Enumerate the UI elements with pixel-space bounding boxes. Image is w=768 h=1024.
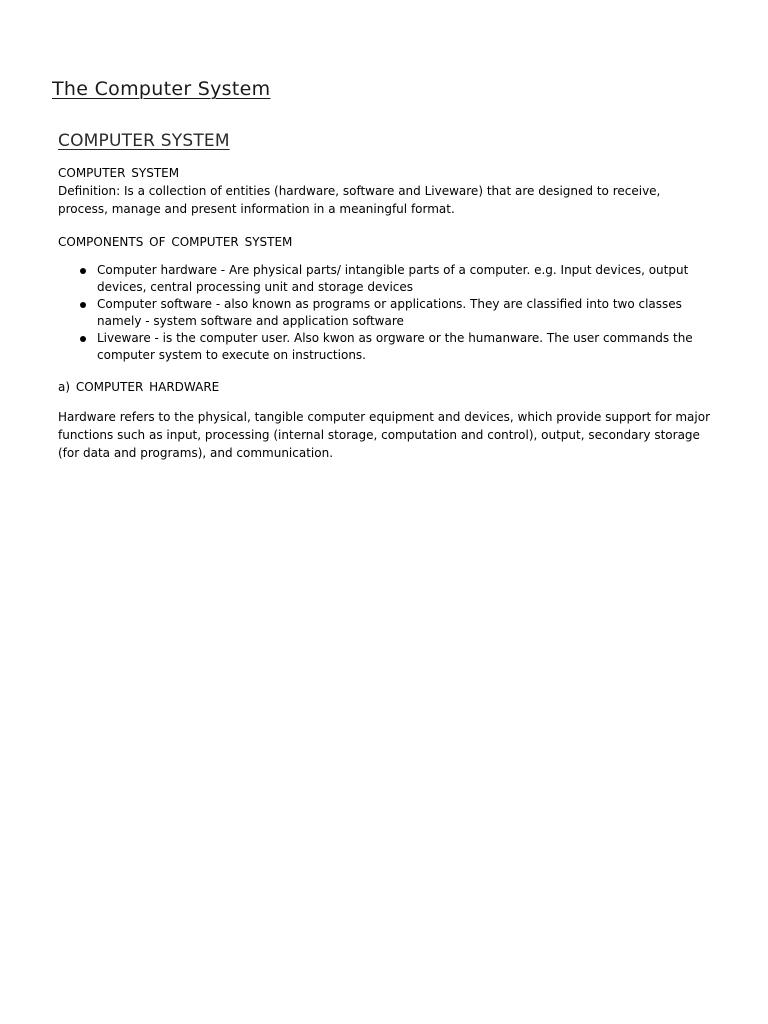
list-item [58,262,718,296]
bullet-icon [80,268,86,274]
hardware-paragraph-block [58,408,718,462]
document-title: The Computer System [52,78,271,100]
components-list [58,262,718,364]
section-heading: COMPUTER SYSTEM [58,131,230,151]
hardware-heading: a) COMPUTER HARDWARE [58,380,220,394]
components-heading: COMPONENTS OF COMPUTER SYSTEM [58,235,293,249]
bullet-icon [80,302,86,308]
list-item-text: Computer hardware - Are physical parts/ intangible parts of a computer. e.g. Input devices, output devices, central processing unit and storage devices [97,263,689,294]
definition-line-2: process, manage and present information in a meaningful format. [58,202,455,216]
list-item-text: Computer software - also known as programs or applications. They are classified into two classes namely - system software and application software [97,297,682,328]
definition-line-1: Definition: Is a collection of entities (hardware, software and Liveware) that are designed to receive, [58,184,661,198]
definition-block [58,164,718,218]
list-item [58,330,718,364]
definition-subheading: COMPUTER SYSTEM [58,166,180,180]
list-item-text: Liveware - is the computer user. Also kwon as orgware or the humanware. The user commands the computer system to execute on instructions. [97,331,693,362]
list-item [58,296,718,330]
bullet-icon [80,336,86,342]
hardware-paragraph: Hardware refers to the physical, tangible computer equipment and devices, which provide support for major functions such as input, processing (internal storage, computation and control), output, secondary storage (for data and programs), and communication. [58,410,711,460]
